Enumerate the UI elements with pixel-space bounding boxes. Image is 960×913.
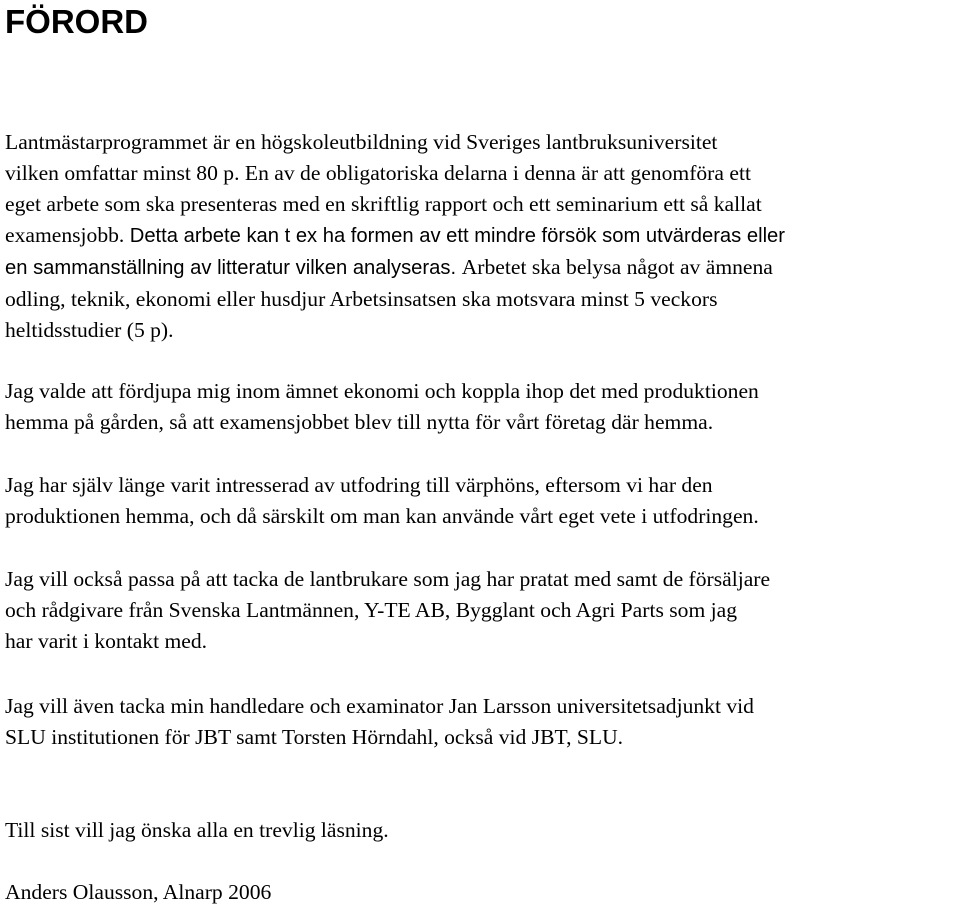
text-line xyxy=(5,252,785,284)
text-segment: examensjobb. xyxy=(5,223,130,247)
text-line: heltidsstudier (5 p). xyxy=(5,318,174,342)
text-line: hemma på gården, så att examensjobbet blev till nytta för vårt företag där hemma. xyxy=(5,410,714,434)
text-line: och rådgivare från Svenska Lantmännen, Y-TE AB, Bygglant och Agri Parts som jag xyxy=(5,598,738,622)
supervisor-paragraph xyxy=(5,691,754,753)
closing-paragraph xyxy=(5,815,389,846)
text-segment: en sammanställning av litteratur vilken analyseras. xyxy=(5,257,462,279)
text-segment: Arbetet ska belysa något av ämnena xyxy=(461,255,773,279)
text-line: Jag valde att fördjupa mig inom ämnet ekonomi och koppla ihop det med produktionen xyxy=(5,379,759,403)
text-line: odling, teknik, ekonomi eller husdjur Arbetsinsatsen ska motsvara minst 5 veckors xyxy=(5,287,718,311)
text-line: Jag vill också passa på att tacka de lantbrukare som jag har pratat med samt de försäljare xyxy=(5,567,771,591)
thanks-paragraph xyxy=(5,564,770,657)
text-line: Jag vill även tacka min handledare och examinator Jan Larsson universitetsadjunkt vid xyxy=(5,694,754,718)
page-title: FÖRORD xyxy=(5,3,148,40)
text-line: SLU institutionen för JBT samt Torsten Hörndahl, också vid JBT, SLU. xyxy=(5,725,624,749)
text-line xyxy=(5,220,785,252)
intro-paragraph xyxy=(5,127,785,346)
text-line: Lantmästarprogrammet är en högskoleutbildning vid Sveriges lantbruksuniversitet xyxy=(5,130,718,154)
text-line: har varit i kontakt med. xyxy=(5,629,208,653)
text-line: eget arbete som ska presenteras med en skriftlig rapport och ett seminarium ett så kallat xyxy=(5,192,762,216)
signature xyxy=(5,877,271,908)
signature-line: Anders Olausson, Alnarp 2006 xyxy=(5,880,272,904)
text-line: Till sist vill jag önska alla en trevlig läsning. xyxy=(5,818,389,842)
text-line: Jag har själv länge varit intresserad av utfodring till värphöns, eftersom vi har den xyxy=(5,473,713,497)
interest-paragraph xyxy=(5,470,759,532)
text-line: vilken omfattar minst 80 p. En av de obligatoriska delarna i denna är att genomföra ett xyxy=(5,161,751,185)
text-segment: Detta arbete kan t ex ha formen av ett mindre försök som utvärderas eller xyxy=(129,225,786,247)
text-line: produktionen hemma, och då särskilt om man kan använde vårt eget vete i utfodringen. xyxy=(5,504,759,528)
topic-paragraph xyxy=(5,376,759,438)
